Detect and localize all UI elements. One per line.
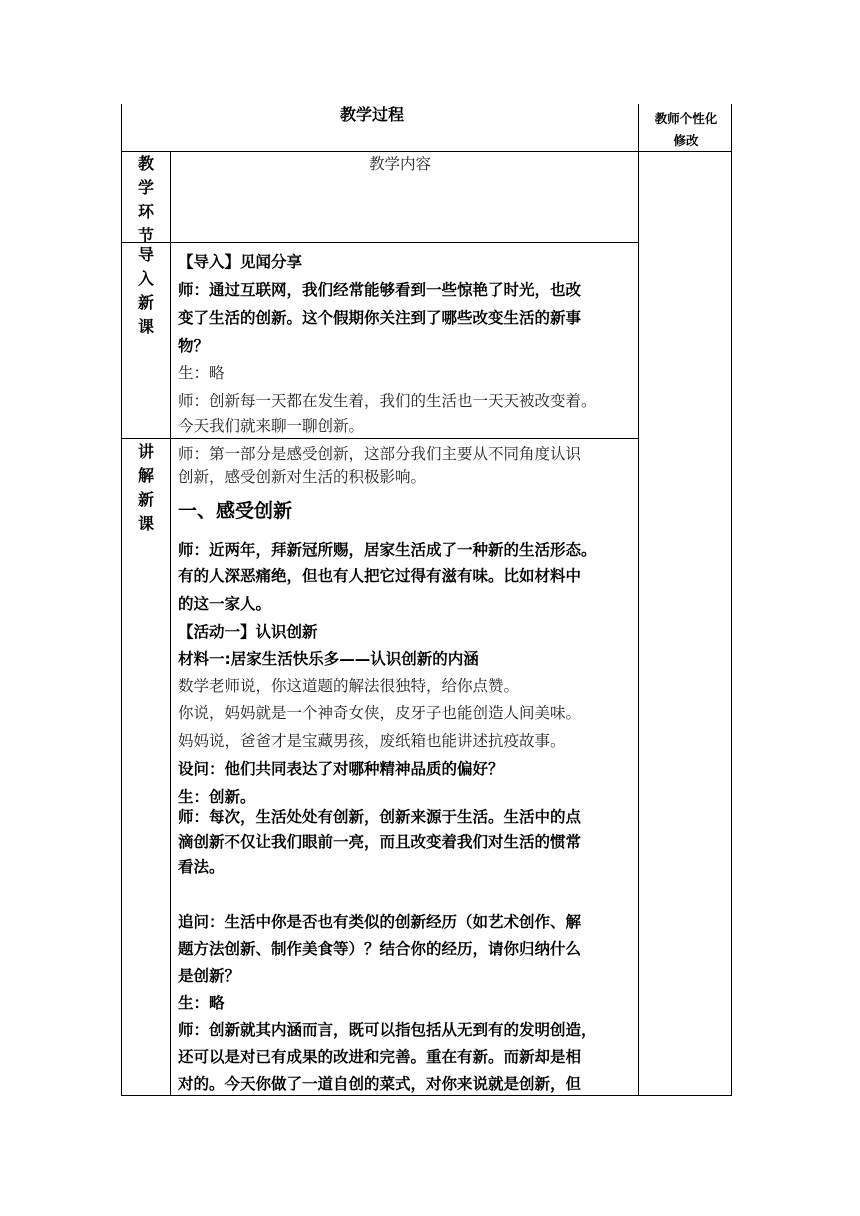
lecture-line: 师：近两年，拜新冠所赐，居家生活成了一种新的生活形态。 [178,541,597,559]
lecture-line: 题方法创新、制作美食等）？结合你的经历，请你归纳什么 [178,940,582,958]
intro-line: 变了生活的创新。这个假期你关注到了哪些改变生活的新事 [178,309,582,327]
teacher-col-line1: 教师个性化 [654,111,718,126]
content-title: 教学内容 [369,155,432,173]
lecture-line: 你说，妈妈就是一个神奇女侠，皮牙子也能创造人间美味。 [178,704,582,722]
lecture-line: 对的。今天你做了一道自创的菜式，对你来说就是创新，但 [178,1075,582,1093]
lecture-line: 追问：生活中你是否也有类似的创新经历（如艺术创作、解 [178,913,582,931]
intro-line: 师：创新每一天都在发生着，我们的生活也一天天被改变着。 [178,392,597,410]
intro-heading: 【导入】见闻分享 [178,253,303,271]
teacher-col-divider [638,104,639,1095]
section-heading: 一、感受创新 [178,500,293,522]
lecture-line: 妈妈说，爸爸才是宝藏男孩，废纸箱也能讲述抗疫故事。 [178,732,566,750]
lecture-line: 是创新？ [178,967,241,985]
material-heading: 材料一:居家生活快乐多——认识创新的内涵 [178,650,479,668]
lecture-line: 有的人深恶痛绝，但也有人把它过得有滋有味。比如材料中 [178,567,582,585]
lecture-line: 设问：他们共同表达了对哪种精神品质的偏好？ [178,760,504,778]
intro-line: 今天我们就来聊一聊创新。 [178,417,365,435]
lecture-line: 还可以是对已有成果的改进和完善。重在有新。而新却是相 [178,1048,582,1066]
lecture-line: 看法。 [178,858,225,876]
stage-label: 教 学 环 节 [137,154,154,245]
table-right-border [731,104,732,1095]
stage-col-divider [170,151,171,1095]
lecture-line: 数学老师说，你这道题的解法很独特，给你点赞。 [178,677,520,695]
lecture-line: 师：第一部分是感受创新，这部分我们主要从不同角度认识 [178,445,582,463]
intro-label: 导 入 新 课 [137,245,154,336]
intro-line: 物？ [178,337,210,355]
lecture-line: 师：每次，生活处处有创新，创新来源于生活。生活中的点 [178,808,582,826]
lecture-line: 生：创新。 [178,788,256,806]
intro-row-rule [121,438,639,439]
stage-row-rule [121,242,639,243]
process-title: 教学过程 [340,105,405,124]
table-bottom-border [121,1095,732,1096]
lecture-line: 师：创新就其内涵而言，既可以指包括从无到有的发明创造， [178,1021,597,1039]
lecture-line: 生：略 [178,994,225,1012]
teacher-column-header [646,108,726,152]
header-bottom-rule [121,151,732,152]
intro-line: 生：略 [178,364,225,382]
activity-heading: 【活动一】认识创新 [178,623,318,641]
lecture-line: 的这一家人。 [178,595,272,613]
teacher-col-line2: 修改 [673,133,699,148]
intro-line: 师：通过互联网，我们经常能够看到一些惊艳了时光，也改 [178,281,582,299]
lecture-label: 讲 解 新 课 [137,442,154,533]
lecture-line: 滴创新不仅让我们眼前一亮，而且改变着我们对生活的惯常 [178,833,582,851]
lecture-line: 创新，感受创新对生活的积极影响。 [178,468,427,486]
